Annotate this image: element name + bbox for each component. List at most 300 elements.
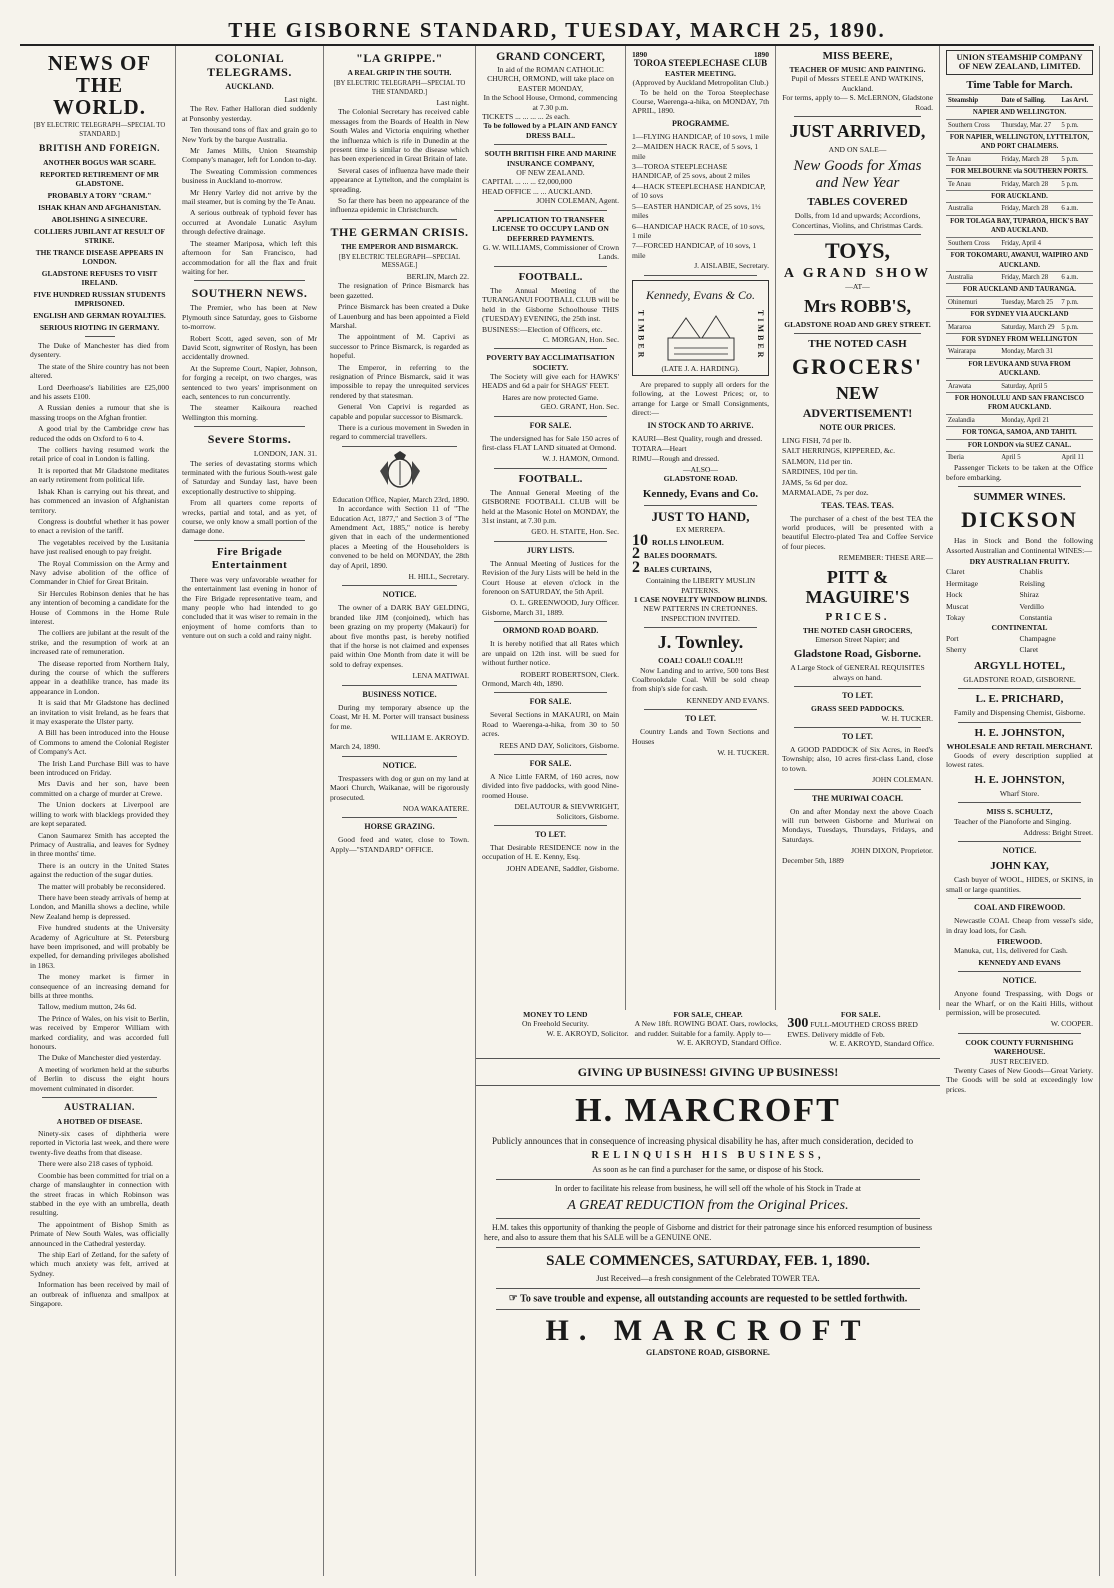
johnston-sub: WHOLESALE AND RETAIL MERCHANT. bbox=[946, 741, 1093, 751]
pitt-gladstone: Gladstone Road, Gisborne. bbox=[793, 648, 922, 661]
news-paragraph: Lord Deerhoase's liabilities are £25,000 and his assets £100. bbox=[30, 382, 169, 402]
auckland-paragraph: The Rev. Father Halloran died suddenly at Ponsonby yesterday. bbox=[182, 104, 317, 123]
timetable-route: FOR TOKOMARU, AWANUI, WAIPIRO AND AUCKLAND. bbox=[946, 250, 1093, 272]
pitt-prices: PRICES. bbox=[825, 610, 890, 623]
news-paragraph: The vegetables received by the Lusitania have just realised enough to pay freight. bbox=[30, 537, 169, 557]
grass-sign: W. H. TUCKER. bbox=[881, 713, 933, 723]
toys-show: A GRAND SHOW bbox=[783, 266, 932, 282]
news-paragraph: Mrs Davis and her son, have been committed on a charge of murder at Crewe. bbox=[30, 779, 169, 798]
road-title: ORMOND ROAD BOARD. bbox=[502, 626, 599, 636]
col5-tolet-title: TO LET. bbox=[685, 714, 716, 724]
teas-title: TEAS. TEAS. TEAS. bbox=[821, 500, 894, 510]
column-colonial-telegrams bbox=[176, 46, 324, 1576]
news-paragraphs bbox=[30, 341, 169, 1093]
trespass-sign: W. COOPER. bbox=[1050, 1019, 1093, 1029]
toys-title: TOYS, bbox=[824, 238, 890, 264]
timetable-time: 7 p.m. bbox=[1059, 296, 1093, 308]
timetable-time: April 11 bbox=[1059, 452, 1093, 464]
wine-item: Hock bbox=[946, 590, 963, 600]
divider bbox=[958, 688, 1081, 689]
divider bbox=[794, 234, 921, 235]
german-crisis-paragraph: The Emperor, in referring to the resignation of Prince Bismarck, said it was impossible to repay the unrequited services rendered by that statesman. bbox=[330, 362, 469, 400]
timetable-time: 5 p.m. bbox=[1059, 119, 1093, 131]
timetable-route: FOR HONOLULU AND SAN FRANCISCO FROM AUCKLAND. bbox=[946, 392, 1093, 414]
trespass-text: Anyone found Trespassing, with Dogs or near the Wharf, or on the Kaiti Hills, without permission, will be prosecuted. bbox=[946, 989, 1093, 1017]
timetable-route: FOR SYDNEY FROM WELLINGTON bbox=[946, 333, 1093, 345]
poverty-text: The Society will give each for HAWKS' HEADS and 6d a pair for SHAGS' FEET. bbox=[482, 371, 619, 391]
kennedy-text: Are prepared to supply all orders for the following, at the Lowest Prices; or, to arrange for Large or Small Consignments, direct:— bbox=[632, 379, 769, 418]
timetable-ship: Zealandia bbox=[946, 414, 999, 426]
timetable-route: FOR SYDNEY VIA AUCKLAND bbox=[946, 309, 1093, 321]
column-advertisements-1 bbox=[476, 46, 626, 1056]
kennedy-evans-sign: KENNEDY AND EVANS bbox=[978, 957, 1061, 967]
poverty-title: POVERTY BAY ACCLIMATISATION SOCIETY. bbox=[486, 353, 615, 372]
marcroft-trouble-row bbox=[484, 1293, 932, 1305]
southern-paragraph: The steamer Kaikoura reached Wellington this morning. bbox=[182, 403, 317, 422]
la-grippe-heading: "LA GRIPPE." bbox=[356, 51, 443, 65]
divider bbox=[794, 333, 921, 334]
sale300-title: FOR SALE. bbox=[840, 1010, 881, 1019]
auckland-paragraph: A serious outbreak of typhoid fever has occurred at Avondale Lunatic Asylum through defective drainage. bbox=[182, 208, 317, 237]
divider bbox=[496, 1218, 920, 1219]
news-paragraph: There is an outcry in the United States against the reduction of the sugar duties. bbox=[30, 860, 169, 880]
wine-item: Chablis bbox=[1019, 567, 1043, 577]
money-to-lend bbox=[482, 1010, 629, 1058]
business-notice-title: BUSINESS NOTICE. bbox=[362, 689, 437, 699]
divider bbox=[494, 621, 607, 622]
timetable-date: Saturday, March 29 bbox=[999, 321, 1059, 333]
headline: THE TRANCE DISEASE APPEARS IN LONDON. bbox=[35, 248, 164, 266]
marcroft-purchaser: As soon as he can find a purchaser for the same, or dispose of his Stock. bbox=[592, 1165, 824, 1174]
year-left: 1890 bbox=[632, 50, 648, 59]
business-notice-sign: WILLIAM E. AKROYD. bbox=[390, 732, 469, 742]
timetable-header-cell: Las Arvl. bbox=[1059, 94, 1093, 106]
wine-item: Claret bbox=[946, 567, 965, 577]
german-crisis-byline: [BY ELECTRIC TELEGRAPH—SPECIAL MESSAGE.] bbox=[338, 253, 461, 270]
news-paragraph: It is said that Mr Gladstone has declined an invitation to visit Ireland, as he fears that it may exasperate the Ulster party. bbox=[30, 698, 169, 727]
masthead-title: THE GISBORNE STANDARD, TUESDAY, MARCH 25, 1890. bbox=[228, 18, 886, 42]
grass-text: GRASS SEED PADDOCKS. bbox=[811, 704, 904, 714]
tolet-sign: JOHN ADEANE, Saddler, Gisborne. bbox=[506, 863, 619, 873]
notice2-sign: NOA WAKAATERE. bbox=[402, 803, 469, 813]
la-grippe-paragraph: So far there has been no appearance of the influenza epidemic in Christchurch. bbox=[330, 196, 469, 215]
divider bbox=[958, 802, 1081, 803]
timetable-route: FOR AUCKLAND AND TAURANGA. bbox=[946, 284, 1093, 296]
news-paragraph: Ishak Khan is carrying out his threat, and has commenced an invasion of Afghanistan territory. bbox=[30, 486, 169, 515]
advert-title: ADVERTISEMENT! bbox=[802, 406, 913, 421]
headline: ENGLISH AND GERMAN ROYALTIES. bbox=[33, 311, 166, 320]
timetable-ship: Southern Cross bbox=[946, 237, 999, 249]
news-paragraph: The Duke of Manchester died yesterday. bbox=[38, 1053, 162, 1063]
arrived-title: JUST ARRIVED, bbox=[789, 121, 926, 142]
price-item: SARDINES, 10d per tin. bbox=[782, 467, 858, 477]
transfer-title: APPLICATION TO TRANSFER LICENSE TO OCCUPY LAND ON DEFERRED PAYMENTS. bbox=[492, 214, 609, 243]
divider bbox=[494, 468, 607, 469]
kennedy-items bbox=[632, 434, 769, 464]
timetable-route-row bbox=[946, 250, 1093, 272]
jury-text: The Annual Meeting of Justices for the Revision of the Jury Lists will be held in the Court House at eleven o'clock in the forenoon on SATURDAY, the 5th April. bbox=[482, 558, 619, 597]
news-paragraph: A Bill has been introduced into the House of Commons to amend the Colonial Register of Company's Act. bbox=[30, 728, 169, 757]
timetable-ship: Te Anau bbox=[946, 153, 999, 165]
education-sign: H. HILL, Secretary. bbox=[408, 572, 469, 582]
hand-item-number: 2 bbox=[632, 558, 640, 576]
kennedy-also: —ALSO— bbox=[682, 464, 719, 474]
divider bbox=[194, 426, 305, 427]
money-sign: W. E. AKROYD, Solicitor. bbox=[546, 1028, 629, 1038]
timetable-route: FOR AUCKLAND. bbox=[946, 191, 1093, 203]
road-text: It is hereby notified that all Rates which are unpaid on 12th inst. will be sued for without further notice. bbox=[482, 639, 619, 668]
divider bbox=[794, 116, 921, 117]
schultz-text: Teacher of the Pianoforte and Singing. bbox=[954, 816, 1072, 826]
forsale3-sign: DELAUTOUR & SIEVWRIGHT, Solicitors, Gisborne. bbox=[514, 802, 619, 821]
wine-item: Shiraz bbox=[1019, 590, 1039, 600]
pitt-noted: THE NOTED CASH GROCERS, bbox=[802, 625, 913, 635]
timetable-route: FOR TOLAGA BAY, TUPAROA, HICK'S BAY AND AUCKLAND. bbox=[946, 215, 1093, 237]
german-crisis-paragraphs bbox=[330, 281, 469, 442]
timetable-route-row bbox=[946, 215, 1093, 237]
price-item: LING FISH, 7d per lb. bbox=[782, 436, 852, 446]
timetable-ship: Australia bbox=[946, 203, 999, 215]
news-paragraph: It is reported that Mr Gladstone meditates an early retirement from political life. bbox=[30, 465, 169, 485]
timetable-row bbox=[946, 119, 1093, 131]
tables-title: TABLES COVERED bbox=[807, 196, 908, 209]
timetable-route: FOR LONDON via SUEZ CANAL. bbox=[946, 439, 1093, 451]
dry-title: DRY AUSTRALIAN FRUITY. bbox=[969, 557, 1070, 567]
timetable-time bbox=[1059, 380, 1093, 392]
la-grippe-byline: [BY ELECTRIC TELEGRAPH—SPECIAL TO THE STANDARD.] bbox=[333, 80, 466, 96]
divider bbox=[494, 144, 607, 145]
australian-paragraph: Ninety-six cases of diphtheria were reported in Victoria last week, and there were twenty-five deaths from that disease. bbox=[30, 1129, 169, 1157]
divider bbox=[644, 627, 757, 628]
hand-items bbox=[632, 532, 769, 576]
kennedy-address: GLADSTONE ROAD. bbox=[663, 474, 738, 484]
hand-title: JUST TO HAND, bbox=[651, 508, 750, 524]
cash-title: THE NOTED CASH bbox=[808, 338, 907, 351]
football-title: FOOTBALL. bbox=[518, 270, 583, 283]
divider bbox=[958, 722, 1081, 723]
timetable-time bbox=[1059, 346, 1093, 358]
union-steamship-box bbox=[946, 50, 1093, 75]
johnston-store: Wharf Store. bbox=[999, 788, 1040, 798]
news-paragraph: A meeting of workmen held at the suburbs of Berlin to discuss the eight hours movement culminated in disorder. bbox=[30, 1064, 169, 1093]
kennedy-timber-row bbox=[636, 308, 765, 364]
pitt-addr: Emerson Street Napier; and bbox=[815, 634, 900, 644]
townley-title: J. Townley. bbox=[657, 632, 744, 653]
timetable-date: April 5 bbox=[999, 452, 1059, 464]
timetable-row bbox=[946, 153, 1093, 165]
news-paragraph: The Duke of Manchester has died from dysentery. bbox=[30, 341, 169, 360]
coach-sign: JOHN DIXON, Proprietor. bbox=[851, 846, 933, 856]
continental-wines-grid bbox=[946, 633, 1093, 656]
hand-item-label: ROLLS LINOLEUM. bbox=[652, 538, 724, 547]
continental-wine-item: Champagne bbox=[1019, 633, 1056, 643]
continental-wine-item: Sherry bbox=[946, 645, 967, 655]
timetable-date: Tuesday, March 25 bbox=[999, 296, 1059, 308]
divider bbox=[342, 817, 457, 818]
toys-at: —AT— bbox=[845, 282, 870, 292]
column-advertisements-2 bbox=[626, 46, 776, 1056]
la-grippe-subhead: A REAL GRIP IN THE SOUTH. bbox=[347, 68, 452, 77]
programme-item: 1—FLYING HANDICAP, of 10 sovs, 1 mile bbox=[632, 131, 769, 141]
australian-paragraph: The ship Earl of Zetland, for the safety of which much anxiety was felt, arrived at Sydney. bbox=[30, 1249, 169, 1278]
timetable-date: Friday, April 4 bbox=[999, 237, 1059, 249]
southern-paragraphs bbox=[182, 303, 317, 422]
timetable-route: FOR MELBOURNE via SOUTHERN PORTS. bbox=[946, 166, 1093, 178]
hand-item bbox=[632, 532, 769, 549]
news-paragraph: The Royal Commission on the Army and Navy advise abolition of the office of Commander in Chief for Great Britain. bbox=[30, 558, 169, 587]
notice-sign: LENA MATIWAI. bbox=[412, 671, 469, 681]
divider bbox=[494, 541, 607, 542]
divider bbox=[496, 1288, 920, 1289]
football2-text: The Annual General Meeting of the GISBORNE FOOTBALL CLUB will be held at the Masonic Hotel on MONDAY, the 31st instant, at 7.30 p.m. bbox=[482, 487, 619, 526]
arrived-sub: AND ON SALE— bbox=[828, 145, 887, 155]
timetable-body bbox=[946, 107, 1093, 464]
headline: PROBABLY A TORY "CRAM." bbox=[47, 191, 152, 200]
australian-paragraph: There were also 218 cases of typhoid. bbox=[38, 1159, 153, 1169]
hand-item-label: BALES DOORMATS. bbox=[644, 551, 717, 561]
forsale2-text: Several Sections in MAKAURI, on Main Road to Waerenga-a-hika, from 30 to 50 acres. bbox=[482, 710, 619, 739]
timetable-row bbox=[946, 414, 1093, 426]
insurance-sub: OF NEW ZEALAND. bbox=[516, 168, 585, 178]
german-crisis-paragraph: The resignation of Prince Bismarck has been gazetted. bbox=[330, 281, 469, 300]
education-dateline: Education Office, Napier, March 23rd, 1890. bbox=[332, 494, 469, 504]
divider bbox=[958, 486, 1081, 487]
firewood-text: Manuka, cut, 11s, delivered for Cash. bbox=[954, 946, 1068, 956]
german-crisis-subhead: THE EMPEROR AND BISMARCK. bbox=[340, 241, 459, 251]
southern-heading: SOUTHERN NEWS. bbox=[191, 286, 308, 301]
dickson-title: DICKSON bbox=[961, 507, 1078, 533]
for-sale-ewes bbox=[781, 1010, 934, 1058]
storms-paragraph: From all quarters come reports of wrecks, partial and total, and as yet, of course, we only know a small portion of the damage done. bbox=[182, 498, 317, 536]
argyll-title: ARGYLL HOTEL, bbox=[973, 659, 1066, 672]
dickson-text: Has in Stock and Bond the following Assorted Australian and Continental WINES:— bbox=[946, 536, 1093, 555]
beere-pupil: Pupil of Messrs STEELE AND WATKINS, Auckland. bbox=[791, 74, 924, 93]
kay-text: Cash buyer of WOOL, HIDES, or SKINS, in small or large quantities. bbox=[946, 875, 1093, 894]
divider bbox=[342, 585, 457, 586]
kay-title: JOHN KAY, bbox=[990, 860, 1049, 873]
timetable-date: Thursday, Mar. 27 bbox=[999, 119, 1059, 131]
marcroft-publicly: Publicly announces that in consequence of increasing physical disability he has, after much consideration, decided to bbox=[492, 1136, 914, 1146]
road-sign: ROBERT ROBERTSON, Clerk. bbox=[520, 669, 619, 679]
programme-item: 2—MAIDEN HACK RACE, of 5 sovs, 1 mile bbox=[632, 142, 759, 161]
fire-brigade-paragraphs bbox=[182, 575, 317, 641]
timetable-route-row bbox=[946, 358, 1093, 380]
road-date: Ormond, March 4th, 1890. bbox=[482, 678, 564, 688]
hand-item-number: 2 bbox=[632, 545, 640, 563]
schultz-title: MISS S. SCHULTZ, bbox=[986, 807, 1053, 817]
marcroft-thanks: H.M. takes this opportunity of thanking the people of Gisborne and district for their patronage since his enforced resumption of business here, and also to assure them that his SALE will be a GENUINE ONE. bbox=[484, 1223, 932, 1242]
cheap-title: FOR SALE, CHEAP. bbox=[673, 1010, 743, 1019]
divider bbox=[496, 1179, 920, 1180]
news-paragraph: Tallow, medium mutton, 24s 6d. bbox=[38, 1002, 137, 1012]
divider bbox=[342, 219, 457, 220]
timetable-route-row bbox=[946, 427, 1093, 439]
notice2-title: NOTICE. bbox=[382, 760, 417, 770]
beere-title: MISS BEERE, bbox=[822, 50, 893, 62]
divider bbox=[644, 709, 757, 710]
column-advertisements-3 bbox=[776, 46, 940, 1056]
la-grippe-dateline: Last night. bbox=[436, 98, 469, 107]
kennedy-side-right: TIMBER bbox=[756, 310, 765, 361]
club-sign: J. AISLABIE, Secretary. bbox=[694, 261, 769, 271]
concert-ball: To be followed by a PLAIN AND FANCY DRESS BALL. bbox=[483, 121, 618, 140]
german-crisis-paragraph: Prince Bismarck has been created a Duke of Lauenburg and has been appointed a Field Marshal. bbox=[330, 302, 469, 330]
wine-item: Muscat bbox=[946, 601, 969, 611]
wine-item: Reisling bbox=[1019, 578, 1045, 588]
timetable-time bbox=[1059, 414, 1093, 426]
divider bbox=[496, 1247, 920, 1248]
timetable-ship: Wairarapa bbox=[946, 346, 999, 358]
news-paragraph: Five hundred students at the University Academy of Agriculture at St. Petersburg have been imprisoned, and will probably be expelled, for demanding privileges abolished in 1863. bbox=[30, 923, 169, 970]
coach-date: December 5th, 1889 bbox=[782, 855, 844, 865]
giving-up-banner: GIVING UP BUSINESS! GIVING UP BUSINESS! bbox=[476, 1058, 940, 1086]
johnston-text: Goods of every description supplied at lowest rates. bbox=[946, 750, 1093, 770]
divider bbox=[494, 348, 607, 349]
concert-place: In the School House, Ormond, commencing at 7.30 p.m. bbox=[483, 93, 618, 112]
jury-title: JURY LISTS. bbox=[526, 545, 575, 555]
news-paragraph: The money market is firmer in consequence of an increasing demand for bills at three months. bbox=[30, 972, 169, 1000]
timetable-time: 5 p.m. bbox=[1059, 153, 1093, 165]
concert-tickets: TICKETS ... ... ... ... 2s each. bbox=[482, 112, 570, 122]
schultz-addr: Address: Bright Street. bbox=[1023, 827, 1093, 837]
divider bbox=[194, 540, 305, 541]
kennedy-timber-ad bbox=[632, 280, 769, 376]
pre-banner-strip bbox=[476, 1010, 940, 1058]
timetable-date: Friday, March 28 bbox=[999, 178, 1059, 190]
townley-coal: COAL! COAL!! COAL!!! bbox=[658, 656, 743, 666]
union-title: UNION STEAMSHIP COMPANY OF NEW ZEALAND, LIMITED. bbox=[956, 52, 1083, 72]
column-news-of-the-world bbox=[24, 46, 176, 1576]
kennedy-side-left: TIMBER bbox=[636, 310, 646, 361]
sale300-row bbox=[787, 1016, 934, 1039]
forsale3-text: A Nice Little FARM, of 160 acres, now divided into five paddocks, with good Nine-roomed House. bbox=[482, 771, 619, 800]
insurance-title: SOUTH BRITISH FIRE AND MARINE INSURANCE COMPANY, bbox=[484, 149, 617, 168]
sale300-text: FULL-MOUTHED CROSS BRED EWES. Delivery middle of Feb. bbox=[787, 1020, 918, 1039]
coal-text: Newcastle COAL Cheap from vessel's side, in dray load lots, for Cash. bbox=[946, 916, 1093, 935]
prichard-sign: L. E. PRICHARD, bbox=[975, 693, 1064, 706]
news-paragraph: There have been steady arrivals of hemp at London, and Manilla shows a decline, while New Zealand hemp is depressed. bbox=[30, 892, 169, 921]
divider bbox=[496, 1309, 920, 1310]
teas-text: The purchaser of a chest of the best TEA the world produces, will be presented with a beautiful Electro-plated Tea and Coffee Service of four pieces. bbox=[782, 513, 933, 551]
hand-sub: EX MERREPA. bbox=[675, 524, 726, 534]
german-crisis-paragraph: There is a curious movement in Sweden in regard to commercial travellers. bbox=[330, 422, 469, 442]
arrived-italic: New Goods for Xmas and New Year bbox=[793, 158, 922, 192]
divider bbox=[644, 505, 757, 506]
timetable-route-row bbox=[946, 392, 1093, 414]
divider bbox=[494, 692, 607, 693]
timetable-date: Friday, March 28 bbox=[999, 203, 1059, 215]
wine-item: Constantia bbox=[1019, 613, 1052, 623]
timetable-ship: Mararoa bbox=[946, 321, 999, 333]
divider bbox=[794, 727, 921, 728]
fire-brigade-heading: Fire Brigade Entertainment bbox=[211, 545, 288, 571]
football-business: BUSINESS:—Election of Officers, etc. bbox=[482, 325, 603, 335]
football-text: The Annual Meeting of the TURANGANUI FOOTBALL CLUB will be held in the Gisborne Schoolhouse THIS (TUESDAY) EVENING, the 25th inst. bbox=[482, 285, 619, 323]
divider bbox=[85, 336, 115, 337]
news-byline: [BY ELECTRIC TELEGRAPH—SPECIAL TO STANDARD.] bbox=[33, 122, 166, 138]
pointing-hand-icon: ☞ bbox=[508, 1293, 518, 1304]
headline: COLLIERS JUBILANT AT RESULT OF STRIKE. bbox=[33, 227, 166, 245]
programme-item: 3—TOROA STEEPLECHASE HANDICAP, of 25 sovs, about 2 miles bbox=[632, 162, 751, 181]
wine-item: Verdillo bbox=[1019, 601, 1044, 611]
divider bbox=[342, 756, 457, 757]
insurance-capital: CAPITAL ... ... ... £2,000,000 bbox=[482, 177, 573, 187]
auckland-subheading: AUCKLAND. bbox=[225, 82, 274, 91]
grass-title: TO LET. bbox=[842, 691, 873, 701]
news-paragraph: The colliers having resumed work the retail price of coal in London is falling. bbox=[30, 445, 169, 464]
forsale-title: FOR SALE. bbox=[529, 420, 572, 430]
timetable-row bbox=[946, 237, 1093, 249]
timetable-date: Friday, March 28 bbox=[999, 271, 1059, 283]
news-paragraph: A Russian denies a rumour that she is massing troops on the Afghan frontier. bbox=[30, 403, 169, 422]
kennedy-stock-item: RIMU—Rough and dressed. bbox=[632, 454, 720, 464]
timetable-ship: Iberia bbox=[946, 452, 999, 464]
divider bbox=[42, 1097, 157, 1098]
hand-contain: Containing the LIBERTY MUSLIN PATTERNS. bbox=[645, 576, 756, 595]
la-grippe-paragraph: The Colonial Secretary has received cable messages from the Boards of Health in New South Wales and Victoria enquiring whether the influenza which is rife in Dunedin at the present time is similar to the disease which has been experienced in Great Britain of late. bbox=[330, 107, 469, 164]
divider bbox=[794, 789, 921, 790]
storms-paragraphs bbox=[182, 459, 317, 536]
marcroft-sale: SALE COMMENCES, SATURDAY, FEB. 1, 1890. bbox=[546, 1253, 870, 1269]
timetable-route-row bbox=[946, 132, 1093, 154]
kennedy-stock: IN STOCK AND TO ARRIVE. bbox=[647, 420, 754, 430]
football2-sign: GEO. H. STAITE, Hon. Sec. bbox=[531, 527, 619, 537]
beere-terms: For terms, apply to— S. McLERNON, Gladstone Road. bbox=[782, 93, 933, 112]
trespass-notice: NOTICE. bbox=[1002, 976, 1037, 986]
townley-text: Now Landing and to arrive, 500 tons Best Coalbrookdale Coal. Will be sold cheap from ship's side for cash. bbox=[632, 665, 769, 694]
marcroft-foot-name: H. MARCROFT bbox=[545, 1314, 871, 1348]
auckland-paragraph: Ten thousand tons of flax and grain go to New York by the barque Australia. bbox=[182, 125, 317, 144]
headline: SERIOUS RIOTING IN GERMANY. bbox=[39, 323, 160, 332]
programme-list bbox=[632, 132, 769, 260]
timetable-row bbox=[946, 321, 1093, 333]
german-crisis-paragraph: General Von Caprivi is regarded as capable and popular successor to Bismarck. bbox=[330, 402, 469, 421]
kennedy-bottom: Kennedy, Evans and Co. bbox=[642, 487, 759, 500]
timetable-ship: Te Anau bbox=[946, 178, 999, 190]
timetable-time: 5 p.m. bbox=[1059, 178, 1093, 190]
hand-item bbox=[632, 558, 769, 576]
poverty-sub: Hares are now protected Game. bbox=[502, 392, 599, 402]
continental-wine-item: Claret bbox=[1019, 645, 1039, 655]
forsale-text: The undersigned has for Sale 150 acres of first-class FLAT LAND situated at Ormond. bbox=[482, 433, 619, 452]
year-right: 1890 bbox=[753, 50, 769, 59]
australian-paragraphs bbox=[30, 1129, 169, 1308]
timetable-row bbox=[946, 271, 1093, 283]
marcroft-order: In order to facilitate his release from business, he will sell off the whole of his Stock in Trade at bbox=[554, 1184, 861, 1193]
timetable-header-cell: Date of Sailing. bbox=[999, 94, 1059, 106]
sale300-num: 300 bbox=[787, 1016, 809, 1032]
storms-heading: Severe Storms. bbox=[207, 432, 292, 447]
headline: ANOTHER BOGUS WAR SCARE. bbox=[43, 158, 156, 167]
kennedy-stock-item: TOTARA—Heart bbox=[632, 443, 687, 453]
auckland-paragraph: The Sweating Commission commences business in Auckland to-morrow. bbox=[182, 166, 317, 186]
timetable-row bbox=[946, 452, 1093, 464]
news-paragraph: Sir Hercules Robinson denies that he has any intention of becoming a candidate for the House of Commons in the Home Rule interest. bbox=[30, 588, 169, 626]
timetable-header-cell: Steamship bbox=[946, 94, 999, 106]
johnston-title: H. E. JOHNSTON, bbox=[974, 726, 1065, 739]
marcroft-trouble: To save trouble and expense, all outstanding accounts are requested to be settled forthwith. bbox=[520, 1293, 908, 1305]
insurance-office: HEAD OFFICE ... ... AUCKLAND. bbox=[482, 186, 593, 196]
business-notice-text: During my temporary absence up the Coast, Mr H. M. Porter will transact business for me. bbox=[330, 702, 469, 731]
news-paragraph: The state of the Shire country has not been altered. bbox=[30, 361, 169, 381]
timetable-date: Saturday, April 5 bbox=[999, 380, 1059, 392]
news-paragraph: The Prince of Wales, on his visit to Berlin, was received by Emperor William with marked cordiality, and was accorded full honours. bbox=[30, 1013, 169, 1052]
timetable-row bbox=[946, 346, 1093, 358]
hand-item-number: 10 bbox=[632, 532, 648, 549]
timetable-time bbox=[1059, 237, 1093, 249]
price-item: JAMS, 5s 6d per doz. bbox=[782, 477, 848, 487]
passenger-text: Passenger Tickets to be taken at the Office before embarking. bbox=[946, 463, 1093, 482]
